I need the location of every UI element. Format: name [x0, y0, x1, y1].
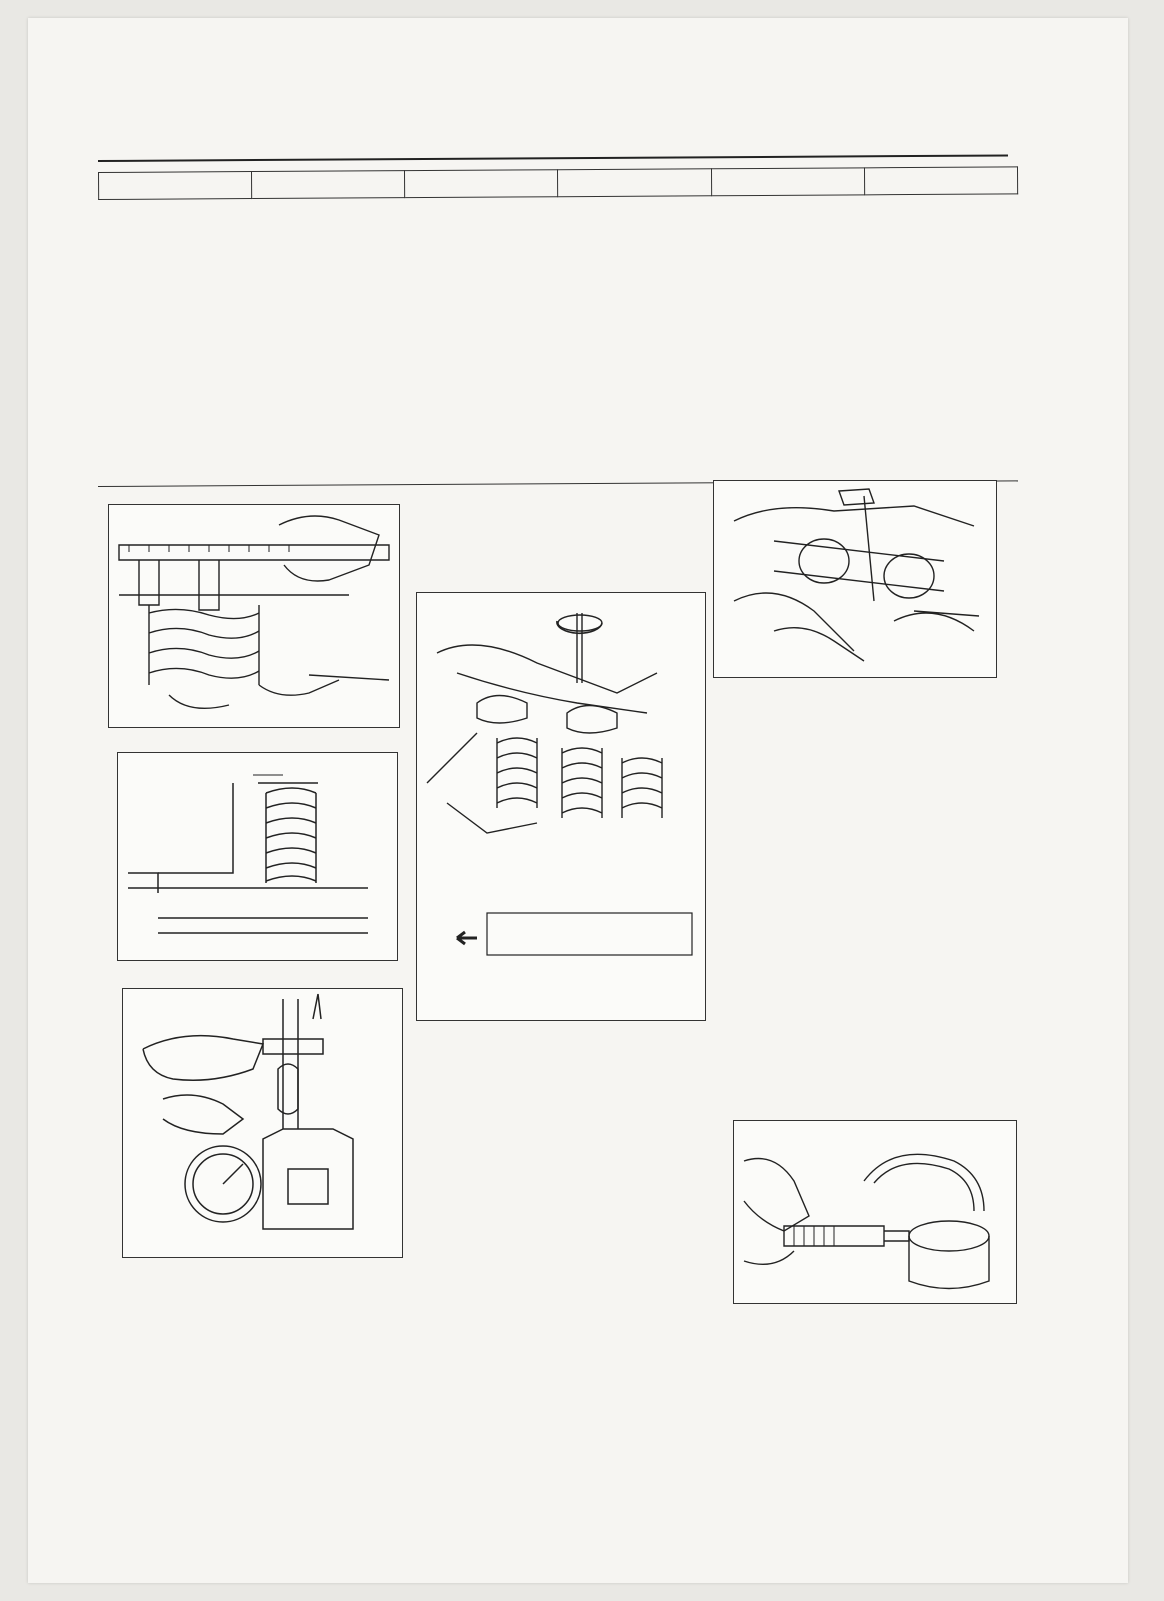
rocker-arm-illustration [417, 593, 705, 1020]
cylinder-head-outline [487, 913, 692, 955]
column-header [252, 171, 405, 199]
valve-spec-table [98, 166, 1018, 200]
column-header [99, 172, 252, 200]
micrometer-illustration [734, 1121, 1016, 1303]
figure-3-84 [108, 504, 400, 728]
figure-3-85 [117, 752, 398, 961]
table-header-row [99, 167, 1018, 200]
column-header [405, 170, 558, 198]
figure-3-89 [733, 1120, 1017, 1304]
caliper-illustration [109, 505, 399, 727]
figure-3-86 [122, 988, 403, 1258]
spring-squareness-illustration [118, 753, 397, 960]
front-arrow-icon [457, 932, 477, 944]
sst-magnet-illustration [714, 481, 996, 677]
spring-tester-illustration [123, 989, 402, 1257]
column-header [711, 168, 864, 196]
column-header [864, 167, 1017, 195]
column-header [558, 169, 711, 197]
figure-3-88 [713, 480, 997, 678]
figure-3-87 [416, 592, 706, 1021]
